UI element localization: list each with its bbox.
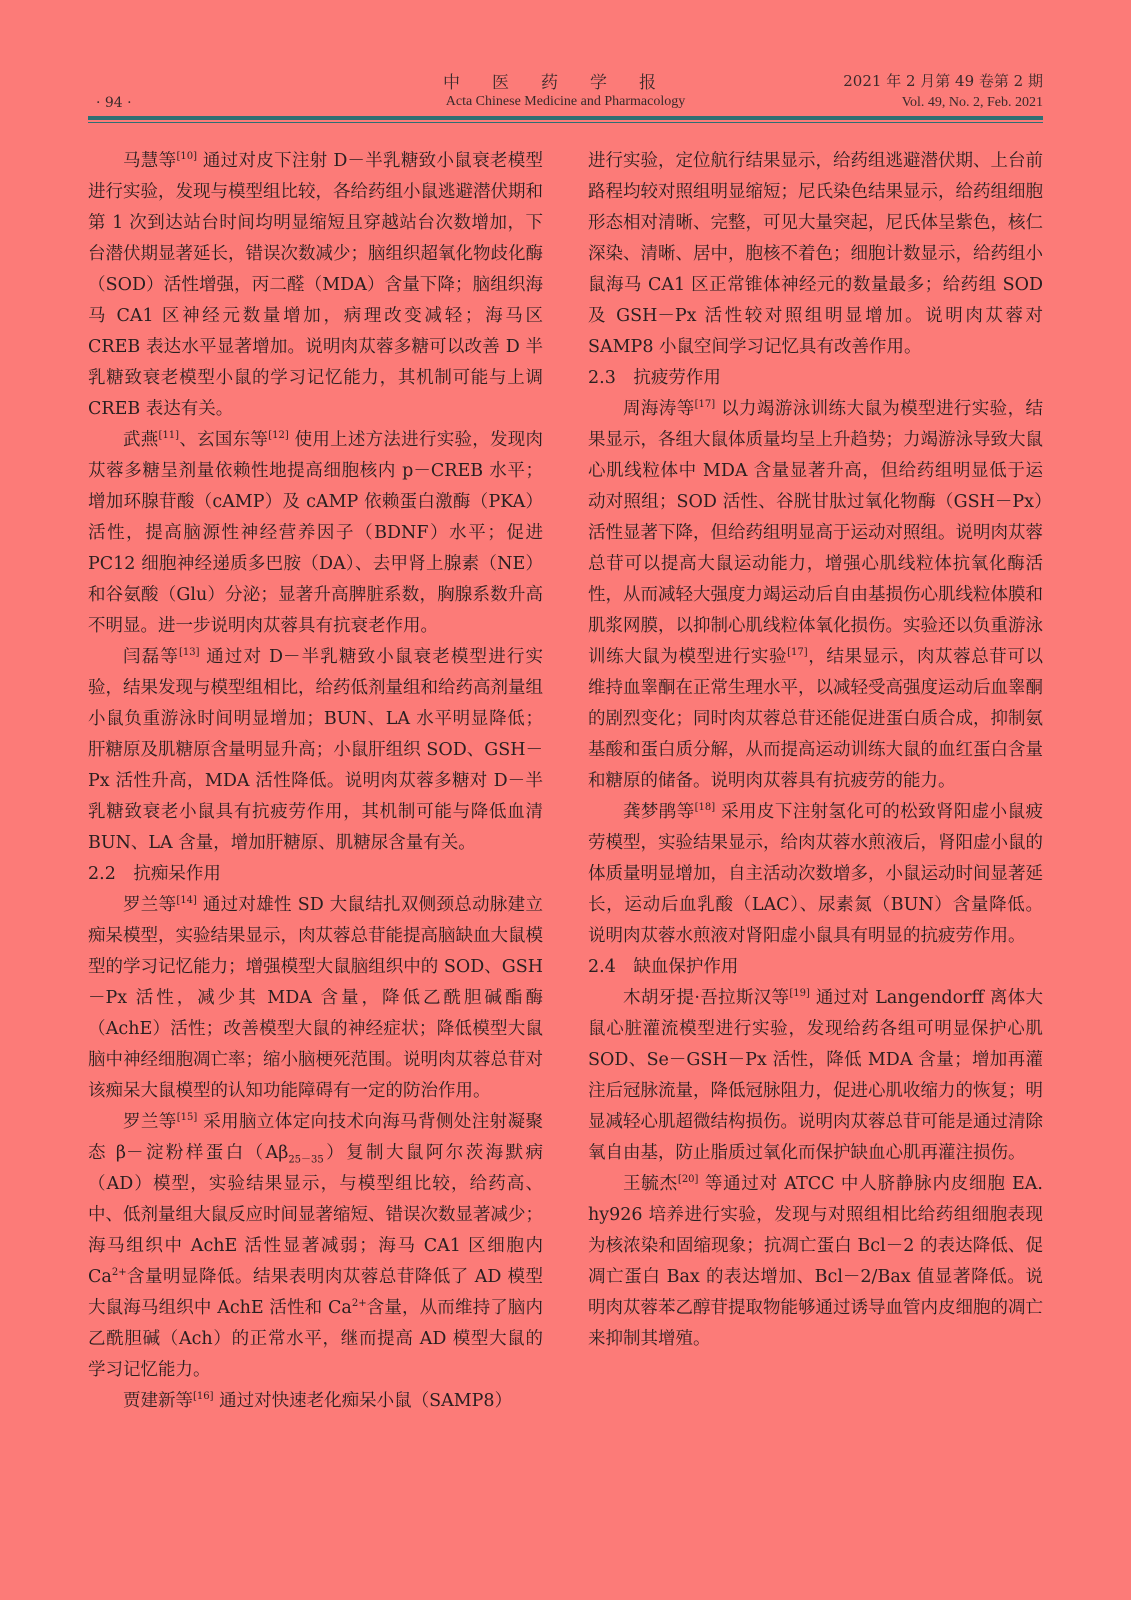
subscript: 25－35 [288, 1154, 324, 1166]
paragraph [88, 642, 543, 859]
right-column [588, 146, 1043, 1355]
header-rule-thick [88, 116, 1043, 120]
citation: [10] [176, 151, 197, 163]
paragraph [88, 1386, 543, 1417]
paragraph-text: 等通过对 ATCC 中人脐静脉内皮细胞 EA. hy926 培养进行实验，发现与对照组相比给药组细胞表现为核浓染和固缩现象；抗凋亡蛋白 Bcl－2 的表达降低、促凋亡蛋白 Bax 的表达增加、Bcl－2/Bax 值显著降低。说明肉苁蓉苯乙醇苷提取物能够通过诱导血管内皮细胞的凋亡来抑制其增殖。 [588, 1174, 1043, 1349]
author-text: 罗兰等 [123, 895, 177, 915]
citation: [14] [176, 895, 197, 907]
page-number: · 94 · [96, 95, 132, 111]
citation: [13] [178, 647, 200, 659]
paragraph-text: 含量明显降低。结果表明肉苁蓉总苷降低了 AD 模型大鼠海马组织中 AchE 活性和 Ca [88, 1267, 543, 1318]
paragraph-text: 通过对雄性 SD 大鼠结扎双侧颈总动脉建立痴呆模型，实验结果显示，肉苁蓉总苷能提高脑缺血大鼠模型的学习记忆能力；增强模型大鼠脑组织中的 SOD、GSH－Px 活性，减少其 MDA 含量，降低乙酰胆碱酯酶（AchE）活性；改善模型大鼠的神经症状；降低模型大鼠脑中神经细胞凋亡率；缩小脑梗死范围。说明肉苁蓉总苷对该痴呆大鼠模型的认知功能障碍有一定的防治作用。 [88, 895, 543, 1101]
paragraph [88, 425, 543, 642]
author-text: 王毓杰 [623, 1174, 678, 1194]
paragraph-text: ）复制大鼠阿尔茨海默病（AD）模型，实验结果显示，与模型组比较，给药高、中、低剂量组大鼠反应时间显著缩短、错误次数显著减少；海马组织中 AchE 活性显著减弱；海马 CA1 区细胞内 Ca [88, 1143, 543, 1287]
paragraph-text: 通过对 Langendorff 离体大鼠心脏灌流模型进行实验，发现给药各组可明显保护心肌 SOD、Se－GSH－Px 活性，降低 MDA 含量；增加再灌注后冠脉流量，降低冠脉阻力，促进心肌收缩力的恢复；明显减轻心肌超微结构损伤。说明肉苁蓉总苷可能是通过清除氧自由基，防止脂质过氧化而保护缺血心肌再灌注损伤。 [588, 988, 1043, 1163]
superscript: 2+ [111, 1267, 127, 1279]
author-text: 罗兰等 [123, 1112, 177, 1132]
section-heading: 2.3 抗疲劳作用 [588, 368, 721, 388]
section-heading: 2.4 缺血保护作用 [588, 957, 739, 977]
author-text: 龚梦鹃等 [623, 802, 695, 822]
paragraph: 进行实验，定位航行结果显示，给药组逃避潜伏期、上台前路程均较对照组明显缩短；尼氏染色结果显示，给药组细胞形态相对清晰、完整，可见大量突起，尼氏体呈紫色，核仁深染、清晰、居中，胞核不着色；细胞计数显示，给药组小鼠海马 CA1 区正常锥体神经元的数量最多；给药组 SOD 及 GSH－Px 活性较对照组明显增加。说明肉苁蓉对 SAMP8 小鼠空间学习记忆具有改善作用。 [588, 151, 1043, 357]
superscript: 2+ [351, 1298, 367, 1310]
paragraph [88, 890, 543, 1107]
paragraph [588, 797, 1043, 952]
paragraph-text: 通过对快速老化痴呆小鼠（SAMP8） [219, 1391, 513, 1411]
citation: [20] [677, 1174, 699, 1186]
paragraph [88, 1107, 543, 1386]
journal-title-en: Acta Chinese Medicine and Pharmacology [445, 94, 686, 109]
header-rule-thin [88, 122, 1043, 123]
paragraph-text: 通过对皮下注射 D－半乳糖致小鼠衰老模型进行实验，发现与模型组比较，各给药组小鼠逃避潜伏期和第 1 次到达站台时间均明显缩短且穿越站台次数增加，下台潜伏期显著延长，错误次数减少；脑组织超氧化物歧化酶（SOD）活性增强，丙二醛（MDA）含量下降；脑组织海马 CA1 区神经元数量增加，病理改变减轻；海马区 CREB 表达水平显著增加。说明肉苁蓉多糖可以改善 D 半乳糖致衰老模型小鼠的学习记忆能力，其机制可能与上调 CREB 表达有关。 [88, 151, 543, 419]
author-text: 马慧等 [123, 151, 177, 171]
issue-info-cn: 2021 年 2 月第 49 卷第 2 期 [843, 72, 1043, 90]
author-text: 闫磊等 [123, 647, 179, 667]
author-text: 木胡牙提·吾拉斯汉等 [623, 988, 790, 1008]
issue-info-en: Vol. 49, No. 2, Feb. 2021 [901, 95, 1043, 110]
paragraph-text: 采用皮下注射氢化可的松致肾阳虚小鼠疲劳模型，实验结果显示，给肉苁蓉水煎液后，肾阳虚小鼠的体质量明显增加，自主活动次数增多，小鼠运动时间显著延长，运动后血乳酸（LAC）、尿素氮（BUN）含量降低。说明肉苁蓉水煎液对肾阳虚小鼠具有明显的抗疲劳作用。 [588, 802, 1043, 946]
citation: [16] [193, 1391, 214, 1403]
paragraph-text: 使用上述方法进行实验，发现肉苁蓉多糖呈剂量依赖性地提高细胞核内 p－CREB 水平；增加环腺苷酸（cAMP）及 cAMP 依赖蛋白激酶（PKA）活性，提高脑源性神经营养因子（BDNF）水平；促进 PC12 细胞神经递质多巴胺（DA）、去甲肾上腺素（NE）和谷氨酸（Glu）分泌；显著升高脾脏系数，胸腺系数升高不明显。进一步说明肉苁蓉具有抗衰老作用。 [88, 430, 544, 636]
author-text: 武燕 [123, 430, 159, 450]
citation: [11] [158, 430, 180, 442]
citation: [17] [787, 647, 808, 659]
paragraph-text: 采用脑立体定向技术向海马背侧处注射凝聚态 β－淀粉样蛋白（Aβ [88, 1112, 543, 1163]
paragraph [588, 983, 1043, 1169]
section-heading: 2.2 抗痴呆作用 [88, 864, 221, 884]
paragraph [88, 146, 543, 425]
citation: [19] [789, 988, 810, 1000]
paragraph [588, 394, 1043, 797]
paragraph-text: 通过对 D－半乳糖致小鼠衰老模型进行实验，结果发现与模型组相比，给药低剂量组和给药高剂量组小鼠负重游泳时间明显增加；BUN、LA 水平明显降低；肝糖原及肌糖原含量明显升高；小鼠肝组织 SOD、GSH－Px 活性升高，MDA 活性降低。说明肉苁蓉多糖对 D－半乳糖致衰老小鼠具有抗疲劳作用，其机制可能与降低血清 BUN、LA 含量，增加肝糖原、肌糖尿含量有关。 [88, 647, 544, 853]
citation: [18] [694, 802, 716, 814]
paragraph-text: 含量，从而维持了脑内乙酰胆碱（Ach）的正常水平，继而提高 AD 模型大鼠的学习记忆能力。 [88, 1298, 544, 1380]
paragraph-text: 以力竭游泳训练大鼠为模型进行实验，结果显示，各组大鼠体质量均呈上升趋势；力竭游泳导致大鼠心肌线粒体中 MDA 含量显著升高，但给药组明显低于运动对照组；SOD 活性、谷胱甘肽过氧化物酶（GSH－Px）活性显著下降，但给药组明显高于运动对照组。说明肉苁蓉总苷可以提高大鼠运动能力，增强心肌线粒体抗氧化酶活性，从而减轻大强度力竭运动后自由基损伤心肌线粒体膜和肌浆网膜，以抑制心肌线粒体氧化损伤。实验还以负重游泳训练大鼠为模型进行实验 [588, 399, 1043, 667]
left-column [88, 146, 543, 1417]
author-text: 、玄国东等 [179, 430, 269, 450]
citation: [15] [176, 1112, 198, 1124]
author-text: 贾建新等 [123, 1391, 193, 1411]
citation: [17] [694, 399, 716, 411]
journal-title-cn: 中医药学报 [443, 73, 688, 93]
author-text: 周海涛等 [623, 399, 695, 419]
paragraph-text: ，结果显示，肉苁蓉总苷可以维持血睾酮在正常生理水平，以减轻受高强度运动后血睾酮的剧烈变化；同时肉苁蓉总苷还能促进蛋白质合成，抑制氨基酸和蛋白质分解，从而提高运动训练大鼠的血红蛋白含量和糖原的储备。说明肉苁蓉具有抗疲劳的能力。 [588, 647, 1044, 791]
paragraph [588, 1169, 1043, 1355]
citation: [12] [268, 430, 289, 442]
running-header [88, 0, 1043, 128]
